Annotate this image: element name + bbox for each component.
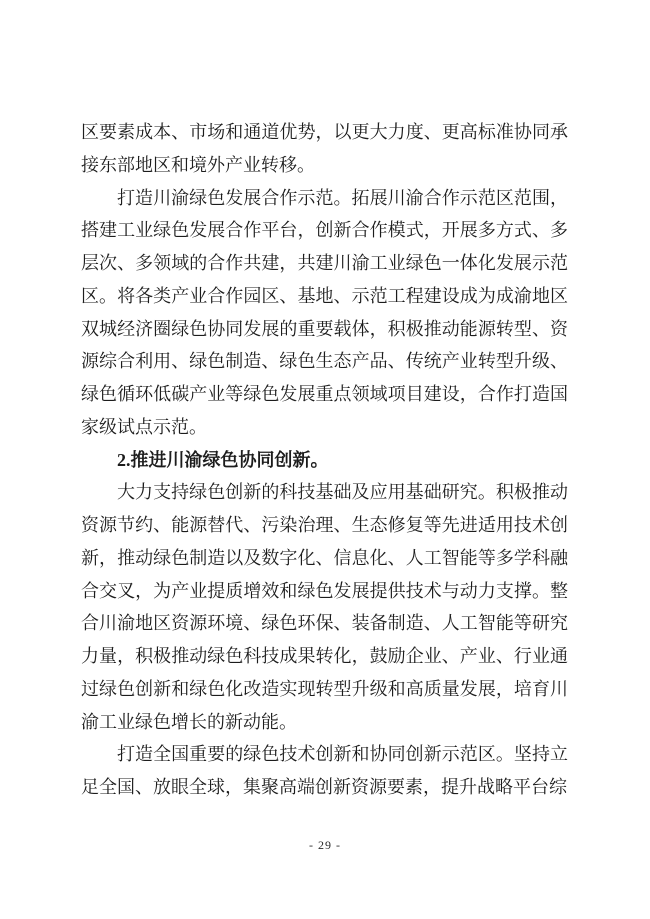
section-heading-green-collaborative-innovation: 2.推进川渝绿色协同创新。 xyxy=(117,449,329,470)
paragraph-national-innovation-zone: 打造全国重要的绿色技术创新和协同创新示范区。坚持立足全国、放眼全球，集聚高端创新资源要素，提升战略平台综 xyxy=(81,744,568,797)
paragraph-green-innovation-support: 大力支持绿色创新的科技基础及应用基础研究。积极推动资源节约、能源替代、污染治理、生态修复等先进适用技术创新，推动绿色制造以及数字化、信息化、人工智能等多学科融合交叉，为产业提质增效和绿色发展提供技术与动力支撑。整合川渝地区资源环境、绿色环保、装备制造、人工智能等研究力量，积极推动绿色科技成果转化，鼓励企业、产业、行业通过绿色创新和绿色化改造实现转型升级和高质量发展，培育川渝工业绿色增长的新动能。 xyxy=(81,482,568,732)
paragraph-continuation: 区要素成本、市场和通道优势，以更大力度、更高标准协同承接东部地区和境外产业转移。 xyxy=(81,122,568,175)
page-number: - 29 - xyxy=(309,838,341,852)
paragraph-cooperation-demonstration: 打造川渝绿色发展合作示范。拓展川渝合作示范区范围，搭建工业绿色发展合作平台，创新合作模式，开展多方式、多层次、多领域的合作共建，共建川渝工业绿色一体化发展示范区。将各类产业合作园区、基地、示范工程建设成为成渝地区双城经济圈绿色协同发展的重要载体，积极推动能源转型、资源综合利用、绿色制造、绿色生态产品、传统产业转型升级、绿色循环低碳产业等绿色发展重点领域项目建设，合作打造国家级试点示范。 xyxy=(81,187,568,437)
document-body xyxy=(81,116,568,804)
